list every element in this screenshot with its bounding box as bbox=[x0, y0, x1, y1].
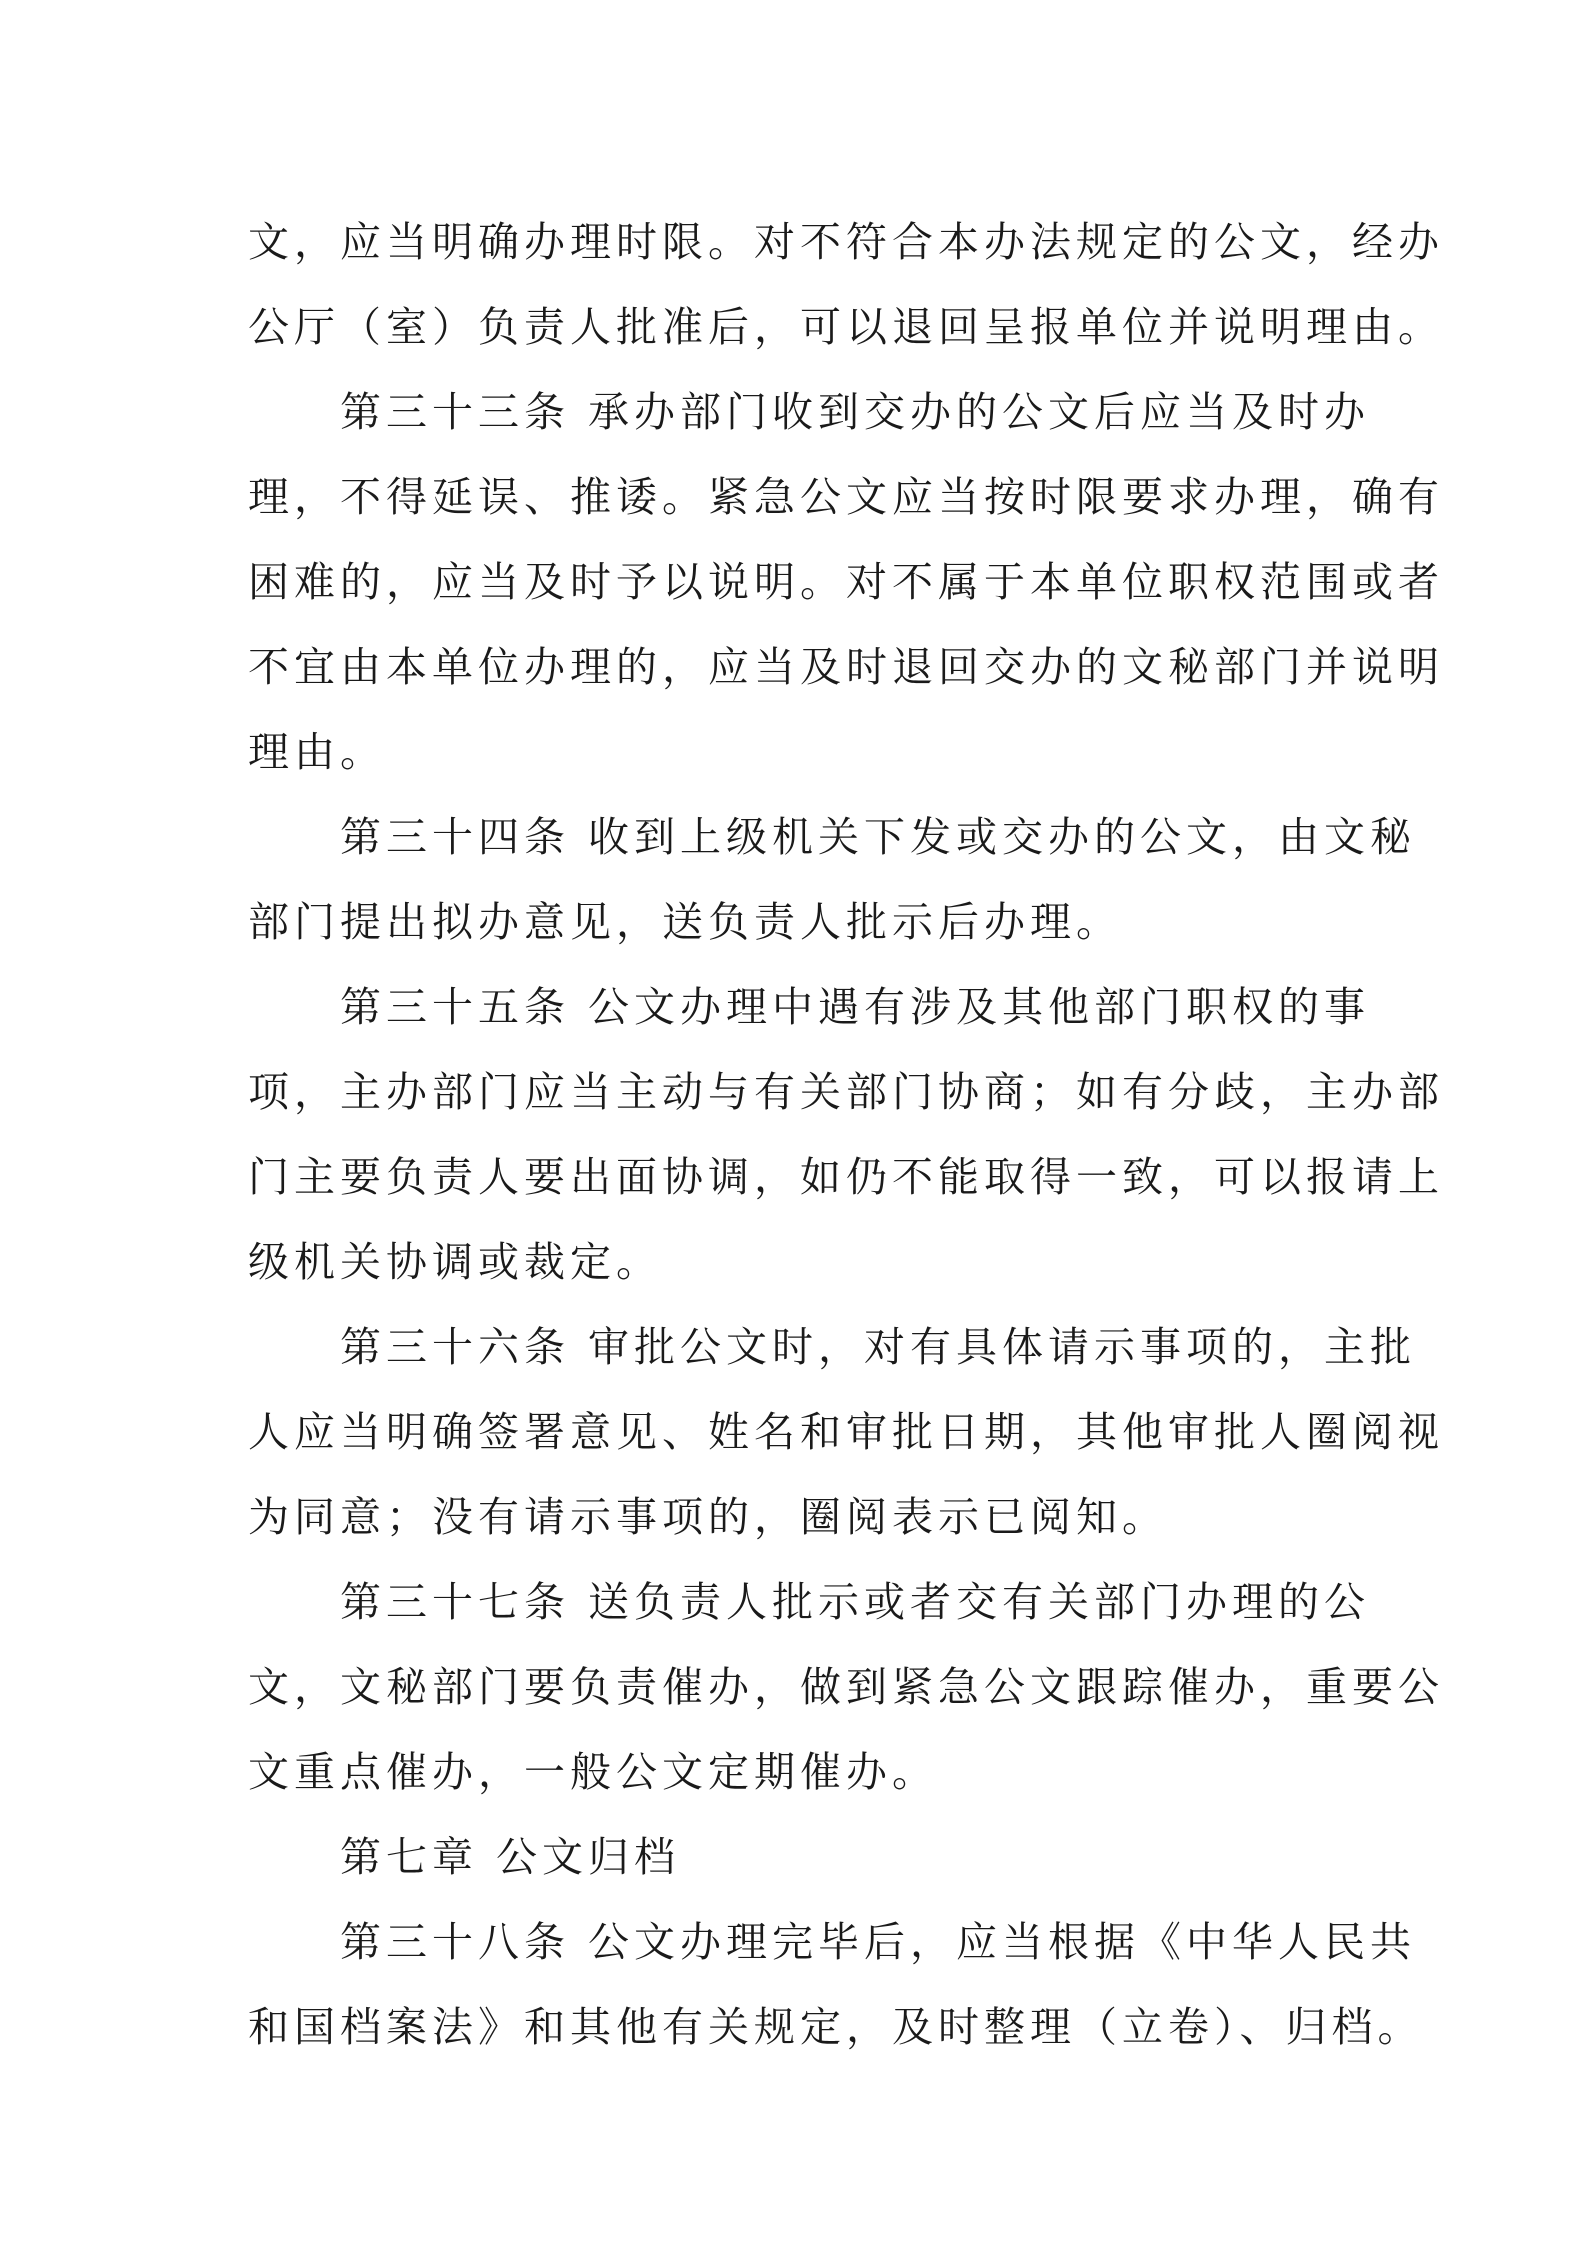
text-line-22: 和国档案法》和其他有关规定，及时整理（立卷）、归档。 bbox=[248, 2003, 1424, 2051]
text-line-1: 文，应当明确办理时限。对不符合本办法规定的公文，经办 bbox=[248, 218, 1444, 266]
article-37-heading-line: 第三十七条 送负责人批示或者交有关部门办理的公 bbox=[340, 1578, 1371, 1626]
text-line-7: 理由。 bbox=[248, 728, 386, 776]
text-line-12: 门主要负责人要出面协调，如仍不能取得一致，可以报请上 bbox=[248, 1153, 1444, 1201]
article-33-heading-line: 第三十三条 承办部门收到交办的公文后应当及时办 bbox=[340, 388, 1371, 436]
chapter-7-heading: 第七章 公文归档 bbox=[340, 1833, 681, 1881]
text-line-18: 文，文秘部门要负责催办，做到紧急公文跟踪催办，重要公 bbox=[248, 1663, 1444, 1711]
text-line-4: 理，不得延误、推诿。紧急公文应当按时限要求办理，确有 bbox=[248, 473, 1444, 521]
article-34-heading-line: 第三十四条 收到上级机关下发或交办的公文，由文秘 bbox=[340, 813, 1417, 861]
text-line-5: 困难的，应当及时予以说明。对不属于本单位职权范围或者 bbox=[248, 558, 1444, 606]
text-line-9: 部门提出拟办意见，送负责人批示后办理。 bbox=[248, 898, 1122, 946]
text-line-2: 公厅（室）负责人批准后，可以退回呈报单位并说明理由。 bbox=[248, 303, 1444, 351]
text-line-19: 文重点催办，一般公文定期催办。 bbox=[248, 1748, 938, 1796]
text-line-16: 为同意；没有请示事项的，圈阅表示已阅知。 bbox=[248, 1493, 1168, 1541]
article-38-heading-line: 第三十八条 公文办理完毕后，应当根据《中华人民共 bbox=[340, 1918, 1417, 1966]
text-line-6: 不宜由本单位办理的，应当及时退回交办的文秘部门并说明 bbox=[248, 643, 1444, 691]
text-line-11: 项，主办部门应当主动与有关部门协商；如有分歧，主办部 bbox=[248, 1068, 1444, 1116]
text-line-15: 人应当明确签署意见、姓名和审批日期，其他审批人圈阅视 bbox=[248, 1408, 1444, 1456]
text-line-13: 级机关协调或裁定。 bbox=[248, 1238, 662, 1286]
article-36-heading-line: 第三十六条 审批公文时，对有具体请示事项的，主批 bbox=[340, 1323, 1417, 1371]
article-35-heading-line: 第三十五条 公文办理中遇有涉及其他部门职权的事 bbox=[340, 983, 1371, 1031]
document-body bbox=[248, 200, 1444, 2070]
